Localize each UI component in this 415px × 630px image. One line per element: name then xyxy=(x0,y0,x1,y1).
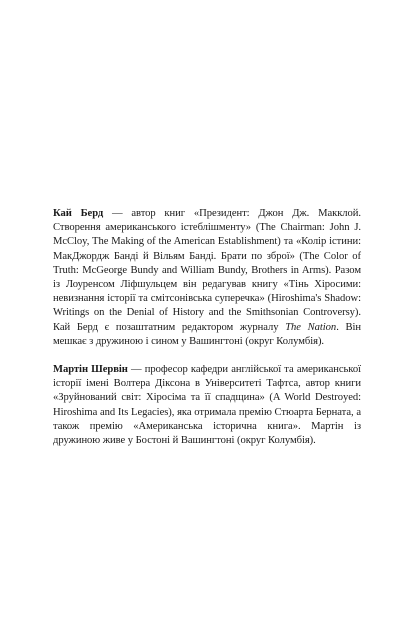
bio-kai-bird-text: — автор книг «Президент: Джон Дж. Макклой. Створення американського істеблішменту» (The Chairman: John J. McCloy, The Making of the American Establishment) та «Колір істини: МакДжордж Банді й Вільям Банді. Брати по зброї» (The Color of Truth: McGeorge Bundy and William Bundy, Brothers in Arms). Разом із Лоуренсом Ліфшульцем він редагував книгу «Тінь Хіросими: невизнання історії та смітсонівська суперечка» (Hiroshima's Shadow: Writings on the Denial of History and the Smithsonian Controversy). Кай Берд є позаштатним редактором журналу xyxy=(53,208,361,333)
author-bios-block xyxy=(53,207,361,448)
bio-martin-sherwin-text: — професор кафедри англійської та американської історії імені Волтера Діксона в Університеті Тафтса, автор книги «Зруйнований світ: Хіросіма та її спадщина» (A World Destroyed: Hiroshima and Its Legacies), яка отримала премію Стюарта Берната, а також премію «Американська історична книга». Мартін із дружиною живе у Бостоні й Вашингтоні (округ Колумбія). xyxy=(53,364,361,447)
bio-kai-bird xyxy=(53,207,361,349)
author-name-martin-sherwin: Мартін Шервін xyxy=(53,364,128,376)
magazine-title: The Nation xyxy=(285,321,337,333)
bio-martin-sherwin xyxy=(53,363,361,448)
author-name-kai-bird: Кай Берд xyxy=(53,208,104,219)
bio-kai-bird-text-end: . Він мешкає з дружиною і сином у Вашингтоні (округ Колумбія). xyxy=(53,321,362,347)
